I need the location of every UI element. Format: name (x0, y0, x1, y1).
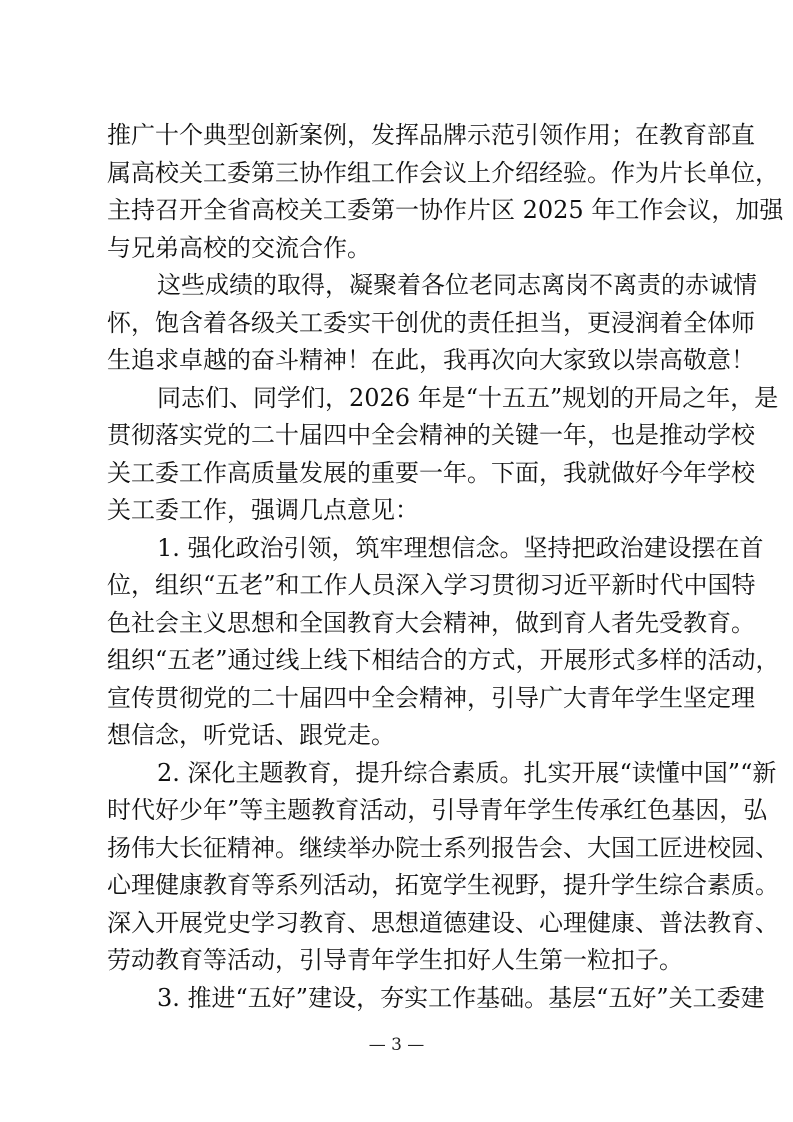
text-line: 位，组织“五老”和工作人员深入学习贯彻习近平新时代中国特 (107, 571, 756, 599)
text-line: 关工委工作高质量发展的重要一年。下面，我就做好今年学校 (107, 458, 755, 487)
text-line: 宣传贯彻党的二十届四中全会精神，引导广大青年学生坚定理 (107, 683, 755, 712)
text-line: 关工委工作，强调几点意见： (107, 496, 419, 524)
text-line: 色社会主义思想和全国教育大会精神，做到育人者先受教育。 (107, 608, 755, 637)
text-line: 与兄弟高校的交流合作。 (107, 233, 371, 262)
paragraph (107, 380, 779, 530)
text-line: 心理健康教育等系列活动，拓宽学生视野，提升学生综合素质。 (107, 871, 779, 899)
text-line: 推广十个典型创新案例，发挥品牌示范引领作用；在教育部直 (107, 121, 755, 149)
paragraph (107, 980, 765, 1018)
text-line: 生追求卓越的奋斗精神！在此，我再次向大家致以崇高敬意！ (107, 346, 755, 374)
text-line: 组织“五老”通过线上线下相结合的方式，开展形式多样的活动， (107, 646, 780, 674)
document-body (107, 117, 784, 1017)
text-line: 怀，饱含着各级关工委实干创优的责任担当，更浸润着全体师 (107, 308, 755, 337)
text-line: 贯彻落实党的二十届四中全会精神的关键一年，也是推动学校 (107, 421, 755, 449)
paragraph (107, 117, 784, 267)
text-line: 这些成绩的取得，凝聚着各位老同志离岗不离责的赤诚情 (157, 271, 757, 299)
paragraph (107, 755, 779, 980)
text-line: 2. 深化主题教育，提升综合素质。扎实开展“读懂中国”“新 (157, 758, 777, 787)
page-number: — 3 — (368, 1035, 425, 1055)
paragraph (107, 267, 757, 380)
text-line: 主持召开全省高校关工委第一协作片区 2025 年工作会议，加强 (107, 196, 784, 224)
text-line: 扬伟大长征精神。继续举办院士系列报告会、大国工匠进校园、 (107, 833, 779, 862)
text-line: 劳动教育等活动，引导青年学生扣好人生第一粒扣子。 (107, 946, 683, 974)
text-line: 3. 推进“五好”建设，夯实工作基础。基层“五好”关工委建 (157, 983, 765, 1012)
text-line: 想信念，听党话、跟党走。 (107, 721, 395, 749)
text-line: 1. 强化政治引领，筑牢理想信念。坚持把政治建设摆在首 (157, 533, 764, 562)
text-line: 同志们、同学们，2026 年是“十五五”规划的开局之年，是 (157, 383, 779, 412)
text-line: 属高校关工委第三协作组工作会议上介绍经验。作为片长单位， (107, 158, 779, 187)
text-line: 深入开展党史学习教育、思想道德建设、心理健康、普法教育、 (107, 908, 779, 937)
paragraph (107, 530, 780, 755)
text-line: 时代好少年”等主题教育活动，引导青年学生传承红色基因，弘 (107, 796, 768, 824)
